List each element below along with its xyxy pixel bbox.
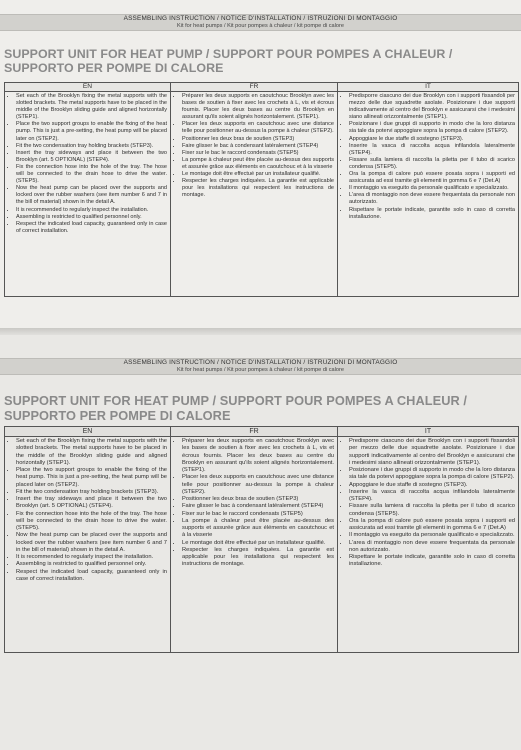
header-band — [0, 358, 521, 375]
list-fr — [171, 437, 337, 569]
instructions-table — [4, 82, 519, 297]
list-item: • Faire glisser le bac à condensant latéralement (STEP4) — [182, 503, 334, 510]
list-item: • Le montage doit être effectué par un installateur qualifié. — [182, 171, 334, 178]
list-item: • Insert the tray sideways and place it between the two Brooklyn (art. 5 OPTIONAL) (STEP4). — [16, 496, 167, 511]
list-item: • Fix the connection hose into the hole of the tray. The hose will be connected to the drain hose to drive the water. (STEP5). — [16, 164, 167, 185]
list-item: • It is recommended to regularly inspect the installation. — [16, 554, 167, 561]
column-header-en: EN — [5, 427, 170, 437]
list-item: • Positionner les deux bras de soutien (STEP3) — [182, 136, 334, 143]
list-item: • Ora la pompa di calore può essere posata sopra i supporti ed assicurata ad essi tramite gli elementi in gomma 6 e 7 (Det.A) — [349, 171, 515, 185]
column-header-it: IT — [338, 427, 518, 437]
list-item: • Appoggiare le due staffe di sostegno (STEP3). — [349, 482, 515, 489]
list-fr — [171, 92, 337, 199]
list-item: • Set each of the Brooklyn fixing the metal supports with the slotted brackets. The metal supports have to be placed in the middle of the Brooklyn sliding guide and aligned horizontally (STEP1). — [16, 93, 167, 121]
page-title: SUPPORT UNIT FOR HEAT PUMP / SUPPORT POUR POMPES A CHALEUR / SUPPORTO PER POMPE DI CALORE — [4, 393, 468, 423]
column-it — [338, 427, 518, 652]
list-item: • La pompe à chaleur peut être placée au-dessus des supports et assurée grâce aux éléments en caoutchouc et à la visserie — [182, 157, 334, 171]
list-item: • Respecter les charges indiquées. La garantie est applicable pour les installations qui respectent les instructions de montage. — [182, 547, 334, 569]
list-item: • Rispettare le portate indicate, garantite solo in caso di corretta installazione. — [349, 554, 515, 569]
list-item: • Assembling is restricted to qualified personnel only. — [16, 561, 167, 568]
header-title: ASSEMBLING INSTRUCTION / NOTICE D'INSTALLATION / ISTRUZIONI DI MONTAGGIO — [123, 359, 398, 366]
list-item: • Il montaggio va eseguito da personale qualificato e specializzato. — [349, 185, 515, 192]
header-subtitle: Kit for heat pumps / Kit pour pompes à chaleur / kit pompe di calore — [177, 367, 344, 373]
list-item: • Ora la pompa di calore può essere posata sopra i supporti ed assicurata ad essi tramite gli elementi in gomma 6 e 7 (Det.A) — [349, 518, 515, 533]
column-header-fr: FR — [171, 83, 337, 92]
list-item: • Respecter les charges indiquées. La garantie est applicable pour les installations qui respectent les instructions de montage. — [182, 178, 334, 199]
list-item: • Fix the connection hose into the hole of the tray. The hose will be connected to the drain hose to drive the water. (STEP5). — [16, 511, 167, 533]
list-item: • Posizionare i due gruppi di supporto in modo che la loro distanza sia tale da potervi appoggiare sopra la pompa di calore (STEP2). — [349, 467, 515, 482]
list-item: • Posizionare i due gruppi di supporto in modo che la loro distanza sia tale da potervi appoggiare sopra la pompa di calore (STEP2). — [349, 121, 515, 135]
column-en — [5, 83, 171, 296]
list-item: • La pompe à chaleur peut être placée au-dessus des supports et assurée grâce aux éléments en caoutchouc et à la visserie — [182, 518, 334, 540]
list-item: • Now the heat pump can be placed over the supports and locked over the rubber washers (see item number 6 and 7 in the bill of material) shown in the detail A. — [16, 185, 167, 206]
list-item: • Placer les deux supports en caoutchouc avec une distance telle pour positionner au-dessus la pompe à chaleur (STEP2). — [182, 474, 334, 496]
list-item: • Place the two support groups to enable the fixing of the heat pump. This is just a pre-setting, the heat pump will be placed later on (STEP2). — [16, 467, 167, 489]
list-item: • Inserire la vasca di raccolta acqua infilandola lateralmente (STEP4). — [349, 489, 515, 504]
list-item: • Préparer les deux supports en caoutchouc Brooklyn avec les bases de soutien à fixer avec les crochets à L, vis et écrous fournis. Placer les deux bases au centre du Brooklyn en assurant qu'ils soient alignés horizontalement. (STEP1). — [182, 93, 334, 121]
header-subtitle: Kit for heat pumps / Kit pour pompes à chaleur / kit pompe di calore — [177, 23, 344, 29]
list-item: • Assembling is restricted to qualified personnel only. — [16, 214, 167, 221]
list-it — [338, 437, 518, 569]
list-item: • L'area di montaggio non deve essere frequentata da personale non autorizzato. — [349, 540, 515, 555]
list-item: • Predisporre ciascuno dei due Brooklyn con i supporti fissandoli per mezzo delle due squadrette asolate. Posizionare i due supporti indicativamente al centro del Brooklyn e assicurarsi che i medesimi siano allineati orizzontalmente (STEP1). — [349, 93, 515, 121]
list-item: • Il montaggio va eseguito da personale qualificato e specializzato. — [349, 532, 515, 539]
list-item: • Set each of the Brooklyn fixing the metal supports with the slotted brackets. The metal supports have to be placed in the middle of the Brooklyn sliding guide and aligned horizontally (STEP1). — [16, 438, 167, 467]
list-item: • Respect the indicated load capacity, guaranteed only in case of correct installation. — [16, 221, 167, 235]
column-fr — [171, 83, 338, 296]
list-item: • Inserire la vasca di raccolta acqua infilandola lateralmente (STEP4). — [349, 143, 515, 157]
list-item: • Predisporre ciascuno dei due Brooklyn con i supporti fissandoli per mezzo delle due squadrette asolate. Posizionare i due supporti indicativamente al centro del Brooklyn e assicurarsi che i medesimi siano allineati orizzontalmente (STEP1). — [349, 438, 515, 467]
page-title: SUPPORT UNIT FOR HEAT PUMP / SUPPORT POUR POMPES A CHALEUR / SUPPORTO PER POMPE DI CALORE — [4, 47, 453, 75]
list-item: • L'area di montaggio non deve essere frequentata da personale non autorizzato. — [349, 192, 515, 206]
column-it — [338, 83, 518, 296]
instructions-table — [4, 426, 519, 653]
list-en — [5, 92, 170, 235]
column-header-fr: FR — [171, 427, 337, 437]
list-item: • Insert the tray sideways and place it between the two Brooklyn (art. 5 OPTIONAL) (STEP4). — [16, 150, 167, 164]
list-it — [338, 92, 518, 221]
instruction-sheet-bottom — [0, 335, 521, 750]
list-item: • Positionner les deux bras de soutien (STEP3) — [182, 496, 334, 503]
list-item: • Fixer sur le bac le raccord condensats (STEP5) — [182, 511, 334, 518]
header-title: ASSEMBLING INSTRUCTION / NOTICE D'INSTALLATION / ISTRUZIONI DI MONTAGGIO — [123, 15, 398, 22]
list-item: • Fissare sulla lamiera di raccolta la piletta per il tubo di scarico condensa (STEP5). — [349, 503, 515, 518]
list-en — [5, 437, 170, 583]
column-header-en: EN — [5, 83, 170, 92]
column-header-it: IT — [338, 83, 518, 92]
list-item: • It is recommended to regularly inspect the installation. — [16, 207, 167, 214]
list-item: • Respect the indicated load capacity, guaranteed only in case of correct installation. — [16, 569, 167, 584]
list-item: • Fit the two condensation tray holding brackets (STEP3). — [16, 143, 167, 150]
list-item: • Fixer sur le bac le raccord condensats (STEP5) — [182, 150, 334, 157]
list-item: • Rispettare le portate indicate, garantite solo in caso di corretta installazione. — [349, 207, 515, 221]
list-item: • Place the two support groups to enable the fixing of the heat pump. This is just a pre-setting, the heat pump will be placed later on (STEP2). — [16, 121, 167, 142]
header-band — [0, 14, 521, 31]
list-item: • Appoggiare le due staffe di sostegno (STEP3). — [349, 136, 515, 143]
column-fr — [171, 427, 338, 652]
list-item: • Now the heat pump can be placed over the supports and locked over the rubber washers (see item number 6 and 7 in the bill of material) shown in the detail A. — [16, 532, 167, 554]
list-item: • Placer les deux supports en caoutchouc avec une distance telle pour positionner au-dessus la pompe à chaleur (STEP2). — [182, 121, 334, 135]
list-item: • Faire glisser le bac à condensant latéralement (STEP4) — [182, 143, 334, 150]
list-item: • Le montage doit être effectué par un installateur qualifié. — [182, 540, 334, 547]
list-item: • Préparer les deux supports en caoutchouc Brooklyn avec les bases de soutien à fixer avec les crochets à L, vis et écrous fournis. Placer les deux bases au centre du Brooklyn en assurant qu'ils soient alignés horizontalement. (STEP1). — [182, 438, 334, 474]
list-item: • Fit the two condensation tray holding brackets (STEP3). — [16, 489, 167, 496]
column-en — [5, 427, 171, 652]
instruction-sheet-top — [0, 0, 521, 330]
list-item: • Fissare sulla lamiera di raccolta la piletta per il tubo di scarico condensa (STEP5). — [349, 157, 515, 171]
